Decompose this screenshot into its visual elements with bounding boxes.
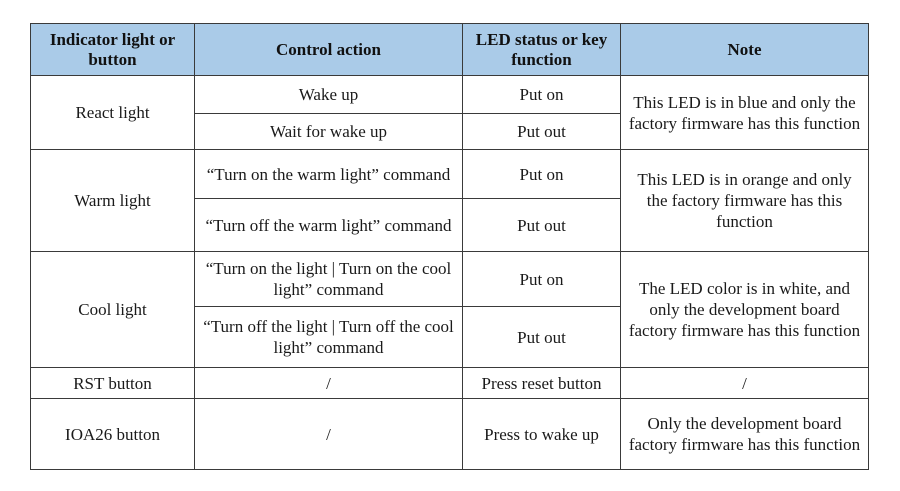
led-status-cell: Press reset button [463,368,621,399]
control-action-cell: Wait for wake up [195,114,463,150]
led-status-cell: Put on [463,76,621,114]
control-action-cell: “Turn off the light | Turn off the cool light” command [195,307,463,368]
note-cell: Only the development board factory firmware has this function [621,399,869,470]
led-status-cell: Put out [463,307,621,368]
led-status-cell: Put out [463,199,621,252]
note-cell: / [621,368,869,399]
header-led-status: LED status or key function [463,24,621,76]
header-indicator: Indicator light or button [31,24,195,76]
note-cell: This LED is in blue and only the factory firmware has this function [621,76,869,150]
note-cell: The LED color is in white, and only the development board factory firmware has this function [621,252,869,368]
led-status-cell: Press to wake up [463,399,621,470]
control-action-cell: / [195,399,463,470]
indicator-cell: Cool light [31,252,195,368]
table-row [31,252,869,307]
control-action-cell: / [195,368,463,399]
table-row [31,150,869,199]
table-row [31,368,869,399]
led-status-cell: Put on [463,252,621,307]
indicator-cell: Warm light [31,150,195,252]
indicator-cell: IOA26 button [31,399,195,470]
table-row [31,399,869,470]
control-action-cell: “Turn on the light | Turn on the cool light” command [195,252,463,307]
led-status-cell: Put out [463,114,621,150]
control-action-cell: “Turn on the warm light” command [195,150,463,199]
indicator-table [30,23,869,470]
control-action-cell: “Turn off the warm light” command [195,199,463,252]
table-header-row [31,24,869,76]
note-cell: This LED is in orange and only the factory firmware has this function [621,150,869,252]
header-note: Note [621,24,869,76]
indicator-table-container [30,23,868,470]
table-row [31,76,869,114]
led-status-cell: Put on [463,150,621,199]
indicator-cell: RST button [31,368,195,399]
control-action-cell: Wake up [195,76,463,114]
indicator-cell: React light [31,76,195,150]
header-control-action: Control action [195,24,463,76]
